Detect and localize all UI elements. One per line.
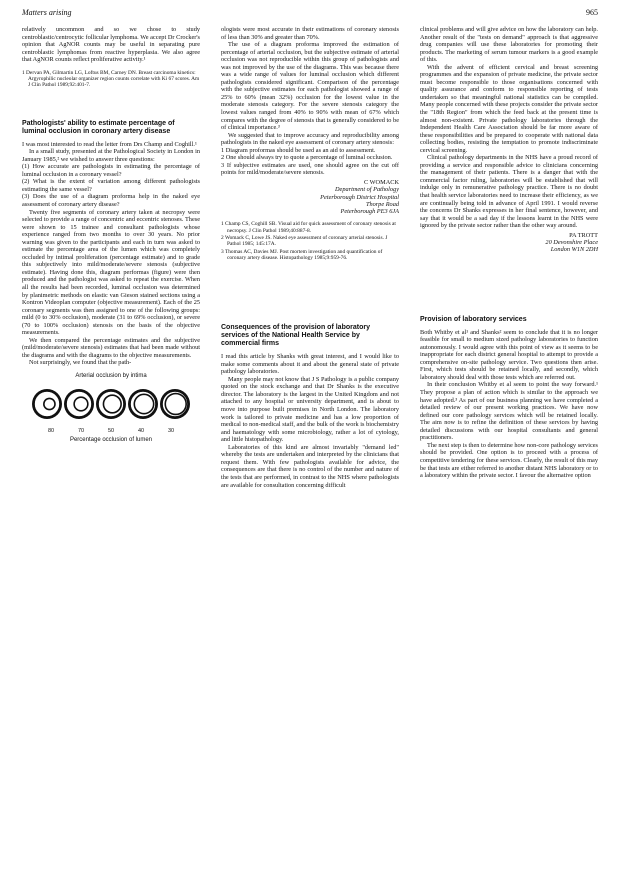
lumen-50-percent bbox=[103, 395, 121, 413]
lumen-30-percent bbox=[165, 393, 186, 414]
tick-label: 30 bbox=[167, 428, 175, 435]
paragraph: We suggested that to improve accuracy and reproducibility among pathologists in the naked eye assessment of coronary artery stenosis: bbox=[221, 131, 399, 147]
paragraph: Many people may not know that J S Pathology is a public company quoted on the stock exchange and that Dr Shanks is the executive director. The laboratory is the largest in the United Kingdom and not attached to any hospital or university department, and is about to move into purpose built premises in North London. The laboratory work is tailored to private medicine and has a low proportion of medical to non-medical staff, and the bulk of the work is biochemistry and haematology with some microbiology, rather a lot of cytology, and little histopathology. bbox=[221, 375, 399, 444]
column-2 bbox=[221, 26, 399, 489]
paragraph: With the advent of efficient cervical and breast screening programmes and the expansion of private medicine, the private sector must become responsible to those organisations concerned with quality assurance and conform to responsible reporting of tests undertaken so that meaningful national statistics can be compiled. Many people concerned with these projects consider the private sector the "18th Region" from which the feed back at the present time is almost non-existent. Private pathology laboratories through the Independent Health Care Association should be far more aware of these responsibilities and be prepared to cooperate with national data collecting bodies, resisting the temptation to promote indiscriminate cervical screening. bbox=[420, 63, 598, 154]
author-address: Peterborough District Hospital bbox=[320, 193, 399, 201]
paragraph: The use of a diagram proforma improved the estimation of percentage of arterial occlusion, but the subjective estimate of arterial occlusion was not reproducible within this group of pathologists and was not improved by the use of the diagrams. This was because there was a wide range of values for luminal occlusion which different pathologists considered significant. Comparison of the percentage with the subjective estimates for each pathologist showed a range of 25% to 60% (mean 32%) occlusion for the lowest value in the moderate stenosis category. For the severe stenosis category the lowest values ranged from 40% to 90% with mean of 67% which compares with the degree of stenosis that is generally considered to be of clinical importance.³ bbox=[221, 41, 399, 132]
reference: 3 Thomas AC, Davies MJ. Post mortem investigation and quantification of coronary artery disease. Histopathology 1985;9:959-76. bbox=[221, 248, 383, 261]
column-3 bbox=[420, 26, 598, 480]
occlusion-circles bbox=[31, 384, 191, 424]
author-address: Peterborough PE3 6JA bbox=[340, 208, 399, 216]
column-1 bbox=[22, 26, 200, 444]
question-item: (3) Does the use of a diagram proforma help in the naked eye assessment of coronary artery disease? bbox=[22, 193, 200, 208]
lumen-80-percent bbox=[44, 398, 55, 409]
reference: 1 Dervan PA, Gilmartin LG, Loftus BM, Carney DN. Breast carcinoma kinetics: Argyrophilic nucleolar organizer region counts correlate with Ki 67 scores. Am J Clin Pathol 1989;92:401-7. bbox=[22, 69, 200, 89]
article-heading: Provision of laboratory services bbox=[420, 315, 527, 323]
paragraph: I read this article by Shanks with great interest, and I would like to make some comments about it and about the general state of private pathology laboratories. bbox=[221, 353, 399, 376]
tick-label: 50 bbox=[107, 428, 115, 435]
author-signature bbox=[420, 232, 598, 254]
recommendation-item: 1 Diagram proformas should be used as an aid to assessment. bbox=[221, 146, 376, 154]
author-signature bbox=[221, 179, 399, 215]
paragraph: In their conclusion Whitby et al seem to point the way forward.¹ They propose a plan of action which is similar to the approach we have adopted.³ As part of our business planning we have completed a detailed review of our present working practices. We have now defined our core pathology services which will be retained locally. The aim now is to refine the definition of these services by having detailed discussions with our hospital consultants and general practitioners. bbox=[420, 381, 598, 442]
author-name: C WOMACK bbox=[363, 178, 399, 186]
figure-caption: Percentage occlusion of lumen bbox=[69, 436, 153, 443]
occlusion-diagram bbox=[22, 373, 200, 444]
paragraph: In a small study, presented at the Pathological Society in London in January 1985,² we wished to answer three questions: bbox=[22, 148, 200, 163]
paragraph: ologists were most accurate in their estimations of coronary stenosis of less than 30% and greater than 70%. bbox=[221, 26, 399, 41]
reference: 2 Womack C, Lowe JS. Naked eye assessment of coronary arterial stenosis. J Pathol 1985; 145:17A. bbox=[221, 235, 388, 248]
tick-labels bbox=[36, 428, 186, 436]
reference-list bbox=[22, 70, 200, 89]
reference-list bbox=[221, 221, 399, 261]
tick-label: 40 bbox=[137, 428, 145, 435]
paragraph: clinical problems and will give advice on how the laboratory can help. Another result of the "tests on demand" approach is that aggressive drug companies will use these laboratories for promoting their products. The marketing of serum tumour markers is a good example of this. bbox=[420, 26, 598, 64]
paragraph: Twenty five segments of coronary artery taken at necropsy were selected to provide a range of concentric and eccentric stenoses. These were shown to 15 trainee and consultant pathologists whose experience ranged from two months to over 30 years. No prior warning was given to the participants and each in turn was asked to estimate the percentage area of the lumen which was completely occluded by intimal proliferation (percentage estimate) and to grade this subjectively into mild/moderate/severe stenosis (subjective estimate). Having done this, diagram performas (figure) were then produced and the pathologist was asked to repeat the exercise. When all the results had been recorded, luminal occlusion was determined by planimetric methods on elastic van Gieson stained sections using a Kontron Videoplan computer (objective measurement). Each of the 25 coronary segments was then assigned to one of the following groups: mild (0 to 30% occlusion), moderate (31 to 69% occlusion), or severe (70 to 100% occlusion) stenosis on the basis of the objective measurements. bbox=[22, 208, 200, 337]
author-name: PA TROTT bbox=[569, 231, 598, 239]
section-title: Matters arising bbox=[22, 8, 72, 17]
paragraph: I was most interested to read the letter from Drs Champ and Coghill.¹ bbox=[22, 140, 197, 148]
lumen-70-percent bbox=[74, 397, 88, 411]
article-heading: Consequences of the provision of laboratory services of the National Health Service by commercial firms bbox=[221, 324, 370, 348]
page-number: 965 bbox=[586, 8, 598, 17]
paragraph: Laboratories of this kind are almost invariably "demand led" whereby the tests are undertaken and interpreted by the clinicians that request them. With few pathologists available for advice, the consequences are that there is no control of the number and nature of the tests that are performed, in contrast to the NHS where pathologists are available for consultation concerning difficult bbox=[221, 443, 399, 489]
figure-title: Arterial occlusion by intima bbox=[75, 373, 147, 380]
reference: 1 Champ CS, Coghill SB. Visual aid for quick assessment of coronary stenosis at necropsy. J Clin Pathol 1989;40:887-8. bbox=[221, 221, 396, 234]
paragraph: relatively uncommon and so we chose to study centroblastic/centrocytic follicular lymphoma. We accept Dr Crocker's opinion that AgNOR counts may be useful in separating pure centroblastic lymphomas from reactive hyperplasia. We also agree that AgNOR counts reflect proliferative activity.¹ bbox=[22, 26, 200, 64]
tick-label: 80 bbox=[47, 428, 55, 435]
running-header bbox=[22, 8, 598, 22]
recommendation-item: 2 One should always try to quote a percentage of luminal occlusion. bbox=[221, 154, 393, 162]
recommendation-item: 3 If subjective estimates are used, one should agree on the cut off points for mild/moderate/severe stenosis. bbox=[221, 161, 399, 177]
question-item: (2) What is the extent of variation among different pathologists estimating the same vessel? bbox=[22, 178, 200, 193]
author-address: 20 Devonshire Place bbox=[545, 239, 598, 247]
paragraph: The next step is then to determine how non-core pathology services should be provided. One option is to proceed with a process of competitive tendering for these services. Clearly, the result of this may be that tests are either referred to another distant NHS laboratory or to a laboratory within the private sector. I favour the alternative option bbox=[420, 441, 598, 480]
author-address: Department of Pathology bbox=[334, 186, 399, 194]
paragraph: Clinical pathology departments in the NHS have a proud record of providing a service and responsible advice to clinicians concerning the management of their patients. There is a danger that with the commercial factor ruling, laboratories will be established that will indulge only in remunerative pathology practice. There is no doubt that health service laboratories need to increase their efficiency, as we are continually being told in advance of April 1991. I would reverse the concerns Dr Shanks expresses in her final sentence, however, and say that it would be a sad day if the lessons learnt in the NHS were ignored by the private sector rather than the other way around. bbox=[420, 154, 598, 230]
author-address: Thorpe Road bbox=[365, 200, 399, 208]
paragraph: We then compared the percentage estimates and the subjective (mild/moderate/severe stenosis) estimates that had been made without the diagrams and with the diagrams to the objective measurements. bbox=[22, 336, 200, 359]
paragraph: Not surprisingly, we found that the path- bbox=[29, 359, 132, 367]
paragraph: Both Whitby et al¹ and Shanks² seem to conclude that it is no longer feasible for small to medium sized pathology laboratories to function autonomously. I would agree with this point of view as it seems to be inappropriate for each district general hospital to attempt to provide a comprehensive on-site pathology service. Two questions then arise. First, which tests should be retained locally, and secondly, which laboratory should deal with those tests which are referred out. bbox=[420, 328, 598, 381]
tick-label: 70 bbox=[77, 428, 85, 435]
lumen-40-percent bbox=[134, 394, 153, 413]
author-address: London W1N 2DH bbox=[550, 246, 598, 254]
article-heading: Pathologists' ability to estimate percentage of luminal occlusion in coronary artery disease bbox=[22, 119, 175, 135]
question-item: (1) How accurate are pathologists in estimating the percentage of luminal occlusion in a coronary vessel? bbox=[22, 163, 200, 178]
